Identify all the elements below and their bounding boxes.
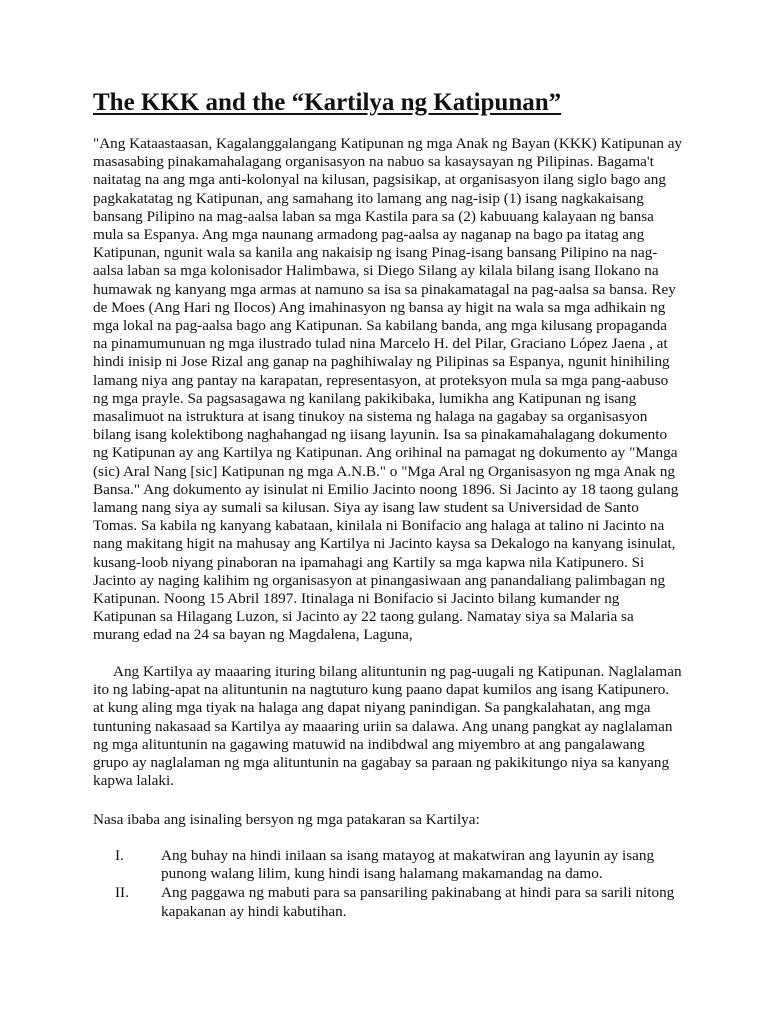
list-item	[93, 884, 683, 920]
list-item	[93, 847, 683, 883]
rules-list	[93, 847, 683, 922]
paragraph-list-intro: Nasa ibaba ang isinaling bersyon ng mga patakaran sa Kartilya:	[93, 811, 480, 828]
list-item-text: Ang paggawa ng mabuti para sa pansariling pakinabang at hindi para sa sarili nitong kapakanan ay hindi kabutihan.	[161, 884, 675, 920]
list-item-number: I.	[115, 847, 124, 864]
paragraph-kartilya-description: Ang Kartilya ay maaaring ituring bilang alituntunin ng pag-uugali ng Katipunan. Naglalaman ito ng labing-apat na alituntunin na nagtuturo kung paano dapat kumilos ang isang Katipunero. at kung aling mga tiyak na halaga ang dapat niyang panindigan. Sa pangkalahatan, ang mga tuntuning nakasaad sa Kartilya ay maaaring uriin sa dalawa. Ang unang pangkat ay naglalaman ng mga alituntunin na gagawing matuwid na indibdwal ang miyembro at ang pangalawang grupo ay naglalaman ng mga alituntunin na gagabay sa paraan ng pakikitungo niya sa kanyang kapwa lalaki.	[93, 663, 682, 790]
list-item-text: Ang buhay na hindi inilaan sa isang matayog at makatwiran ang layunin ay isang punong walang lilim, kung hindi isang halamang makamandag na damo.	[161, 847, 655, 883]
document-title: The KKK and the “Kartilya ng Katipunan”	[93, 89, 562, 116]
list-item-number: II.	[115, 884, 129, 902]
paragraph-history: "Ang Kataastaasan, Kagalanggalangang Katipunan ng mga Anak ng Bayan (KKK) Katipunan ay masasabing pinakamahalagang organisasyon na nabuo sa kasaysayan ng Pilipinas. Bagama't naitatag na ang mga anti-kolonyal na kilusan, pagsisikap, at organisasyon ilang siglo bago ang pagkakatatag ng Katipunan, ang samahang ito lamang ang nag-isip (1) isang nagkakaisang bansang Pilipino na mag-aalsa laban sa mga Kastila para sa (2) kabuuang kalayaan ng bansa mula sa Espanya. Ang mga naunang armadong pag-aalsa ay naganap na bago pa itatag ang Katipunan, ngunit wala sa kanila ang nakaisip ng isang Pinag-isang bansang Pilipino na nag-aalsa laban sa mga kolonisador Halimbawa, si Diego Silang ay kilala bilang isang Ilokano na humawak ng kanyang mga armas at namuno sa isa sa pinakamatagal na pag-aalsa sa bansa. Rey de Moes (Ang Hari ng Ilocos) Ang imahinasyon ng bansa ay higit na wala sa mga adhikain ng mga lokal na pag-aalsa bago ang Katipunan. Sa kabilang banda, ang mga kilusang propaganda na pinamumunuan ng mga ilustrado tulad nina Marcelo H. del Pilar, Graciano López Jaena , at hindi inisip ni Jose Rizal ang ganap na paghihiwalay ng Pilipinas sa Espanya, ngunit hinihiling lamang niya ang pantay na karapatan, representasyon, at proteksyon mula sa mga pang-aabuso ng mga prayle. Sa pagsasagawa ng kanilang pakikibaka, lumikha ang Katipunan ng isang masalimuot na istruktura at isang tinukoy na sistema ng halaga na gagabay sa organisasyon bilang isang kolektibong naghahangad ng iisang layunin. Isa sa pinakamahalagang dokumento ng Katipunan ay ang Kartilya ng Katipunan. Ang orihinal na pamagat ng dokumento ay "Manga (sic) Aral Nang [sic] Katipunan ng mga A.N.B." o "Mga Aral ng Organisasyon ng mga Anak ng Bansa." Ang dokumento ay isinulat ni Emilio Jacinto noong 1896. Si Jacinto ay 18 taong gulang lamang nang siya ay sumali sa kilusan. Siya ay isang law student sa Universidad de Santo Tomas. Sa kabila ng kanyang kabataan, kinilala ni Bonifacio ang halaga at talino ni Jacinto na nang makitang higit na mahusay ang Kartilya ni Jacinto kaysa sa Dekalogo na kanyang isinulat, kusang-loob niyang pinaboran na ipamahagi ang Kartily sa mga kapwa nila Katipunero. Si Jacinto ay naging kalihim ng organisasyon at pinangasiwaan ang panandaliang palimbagan ng Katipunan. Noong 15 Abril 1897. Itinalaga ni Bonifacio si Jacinto bilang kumander ng Katipunan sa Hilagang Luzon, si Jacinto ay 22 taong gulang. Namatay siya sa Malaria sa murang edad na 24 sa bayan ng Magdalena, Laguna,	[93, 135, 683, 644]
